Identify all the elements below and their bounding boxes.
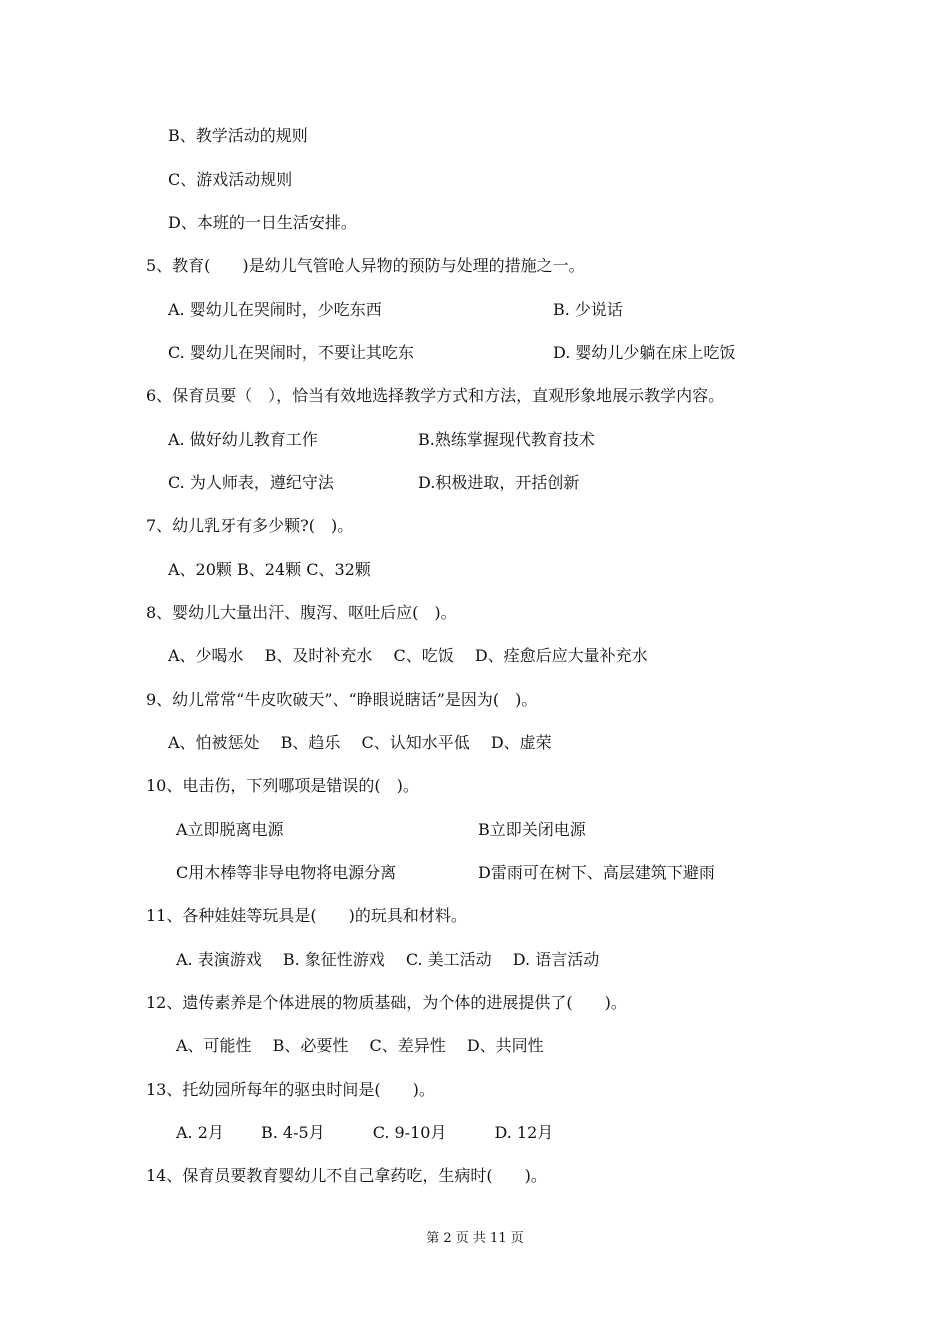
option-4c: C、游戏活动规则 bbox=[168, 170, 293, 189]
options-11: A. 表演游戏 B. 象征性游戏 C. 美工活动 D. 语言活动 bbox=[176, 950, 600, 969]
option-10a: A立即脱离电源 bbox=[176, 820, 284, 839]
question-14: 14、保育员要教育婴幼儿不自己拿药吃，生病时( )。 bbox=[146, 1166, 547, 1185]
question-8: 8、婴幼儿大量出汗、腹泻、呕吐后应( )。 bbox=[146, 603, 457, 622]
option-6a: A. 做好幼儿教育工作 bbox=[168, 430, 318, 449]
option-4b: B、教学活动的规则 bbox=[168, 126, 308, 145]
options-7: A、20颗 B、24颗 C、32颗 bbox=[168, 560, 371, 579]
options-12: A、可能性 B、必要性 C、差异性 D、共同性 bbox=[176, 1036, 544, 1055]
option-6c: C. 为人师表，遵纪守法 bbox=[168, 473, 334, 492]
option-10c: C用木棒等非导电物将电源分离 bbox=[176, 863, 397, 882]
question-13: 13、托幼园所每年的驱虫时间是( )。 bbox=[146, 1080, 435, 1099]
option-10d: D雷雨可在树下、高层建筑下避雨 bbox=[478, 863, 715, 882]
question-5: 5、教育( )是幼儿气管呛人异物的预防与处理的措施之一。 bbox=[146, 256, 585, 275]
page-footer: 第 2 页 共 11 页 bbox=[426, 1231, 524, 1246]
question-11: 11、各种娃娃等玩具是( )的玩具和材料。 bbox=[146, 906, 467, 925]
question-6: 6、保育员要（ ），恰当有效地选择教学方式和方法，直观形象地展示教学内容。 bbox=[146, 386, 725, 405]
options-9: A、怕被惩处 B、趋乐 C、认知水平低 D、虚荣 bbox=[168, 733, 552, 752]
options-13: A. 2月 B. 4-5月 C. 9-10月 D. 12月 bbox=[176, 1123, 554, 1142]
option-6b: B.熟练掌握现代教育技术 bbox=[418, 430, 595, 449]
question-12: 12、遗传素养是个体进展的物质基础，为个体的进展提供了( )。 bbox=[146, 993, 627, 1012]
option-4d: D、本班的一日生活安排。 bbox=[168, 213, 357, 232]
question-7: 7、幼儿乳牙有多少颗?( )。 bbox=[146, 516, 354, 535]
question-9: 9、幼儿常常“牛皮吹破天”、“睁眼说瞎话”是因为( )。 bbox=[146, 690, 538, 709]
option-5c: C. 婴幼儿在哭闹时，不要让其吃东 bbox=[168, 343, 414, 362]
option-10b: B立即关闭电源 bbox=[478, 820, 586, 839]
options-8: A、少喝水 B、及时补充水 C、吃饭 D、痊愈后应大量补充水 bbox=[168, 646, 648, 665]
option-5a: A. 婴幼儿在哭闹时，少吃东西 bbox=[168, 300, 382, 319]
option-6d: D.积极进取，开括创新 bbox=[418, 473, 580, 492]
option-5b: B. 少说话 bbox=[553, 300, 623, 319]
option-5d: D. 婴幼儿少躺在床上吃饭 bbox=[553, 343, 736, 362]
question-10: 10、电击伤，下列哪项是错误的( )。 bbox=[146, 776, 419, 795]
